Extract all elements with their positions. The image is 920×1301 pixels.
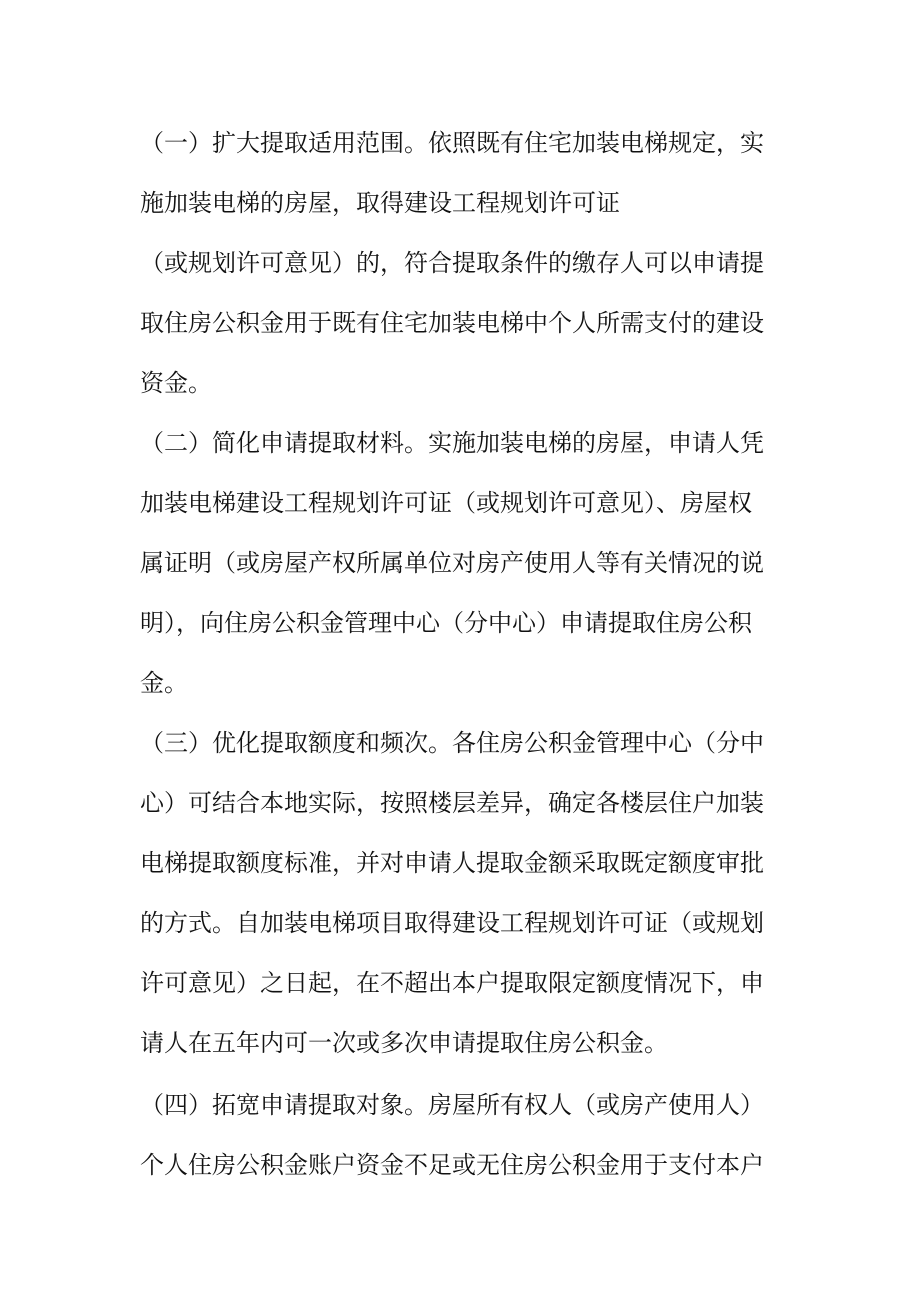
text-line: 施加装电梯的房屋，取得建设工程规划许可证 — [140, 189, 620, 217]
text-line: 金。 — [140, 669, 188, 697]
text-line: 请人在五年内可一次或多次申请提取住房公积金。 — [140, 1029, 668, 1057]
text-line: （一）扩大提取适用范围。依照既有住宅加装电梯规定，实 — [140, 129, 764, 157]
text-line: 明），向住房公积金管理中心（分中心）申请提取住房公积 — [140, 609, 752, 637]
text-line: 取住房公积金用于既有住宅加装电梯中个人所需支付的建设 — [140, 309, 764, 337]
text-line: （二）简化申请提取材料。实施加装电梯的房屋，申请人凭 — [140, 429, 764, 457]
text-line: 心）可结合本地实际，按照楼层差异，确定各楼层住户加装 — [140, 789, 764, 817]
text-line: 属证明（或房屋产权所属单位对房产使用人等有关情况的说 — [140, 549, 764, 577]
text-line: （或规划许可意见）的，符合提取条件的缴存人可以申请提 — [140, 249, 764, 277]
text-line: 个人住房公积金账户资金不足或无住房公积金用于支付本户 — [140, 1151, 764, 1179]
text-line: （三）优化提取额度和频次。各住房公积金管理中心（分中 — [140, 729, 764, 757]
text-line: （四）拓宽申请提取对象。房屋所有权人（或房产使用人） — [140, 1091, 764, 1119]
text-line: 的方式。自加装电梯项目取得建设工程规划许可证（或规划 — [140, 909, 764, 937]
text-line: 许可意见）之日起，在不超出本户提取限定额度情况下，申 — [140, 969, 764, 997]
text-line: 加装电梯建设工程规划许可证（或规划许可意见）、房屋权 — [140, 489, 752, 517]
text-line: 资金。 — [140, 369, 212, 397]
text-line: 电梯提取额度标准，并对申请人提取金额采取既定额度审批 — [140, 849, 764, 877]
